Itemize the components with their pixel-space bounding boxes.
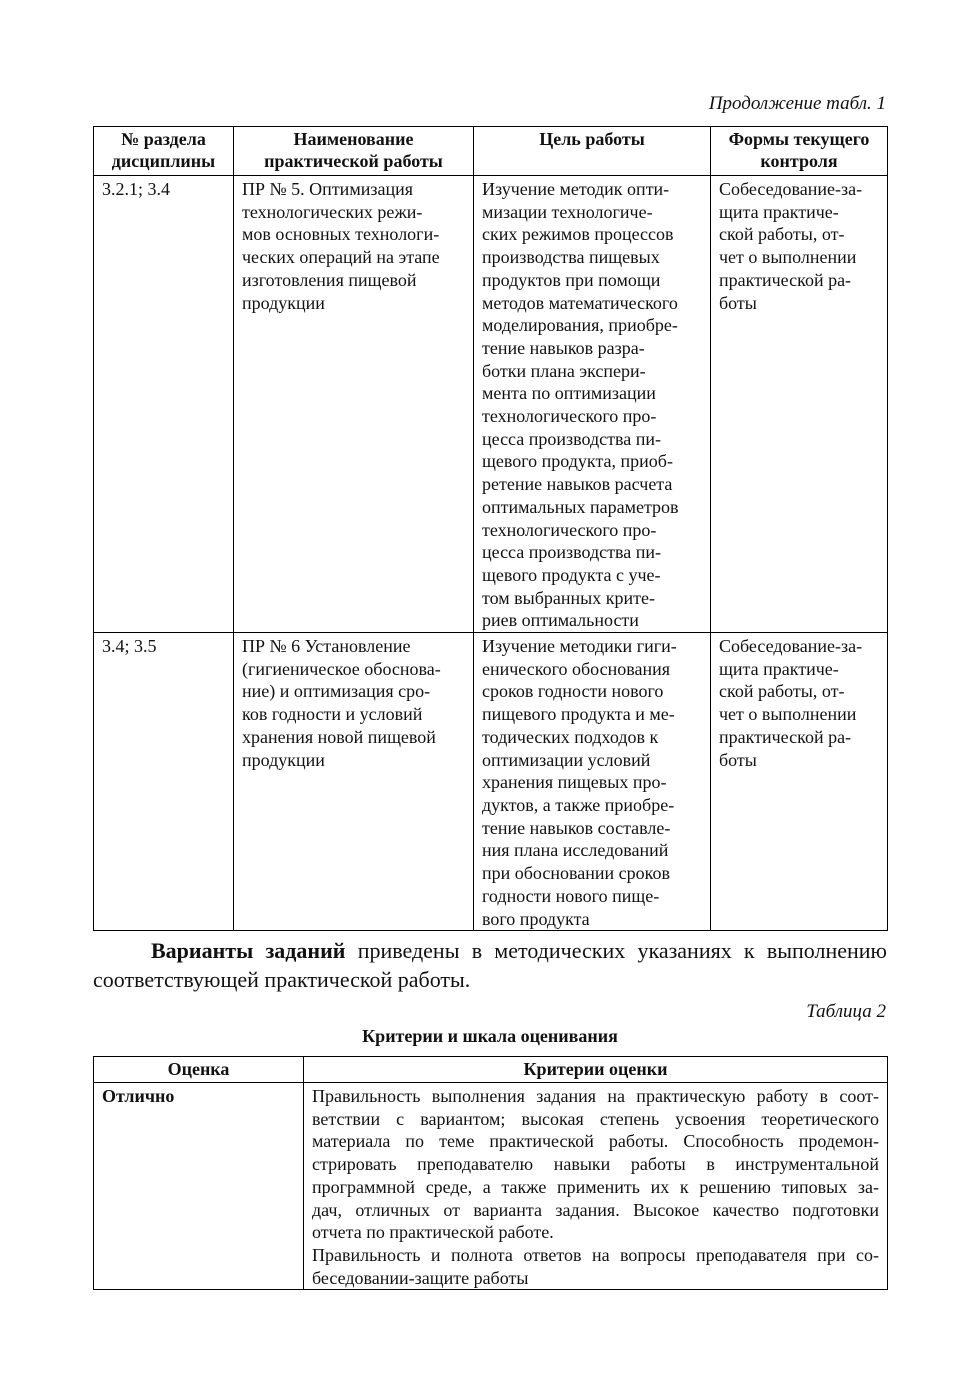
table1-header-name (234, 127, 474, 176)
cell-line: оптимизации условий (482, 749, 651, 770)
cell-line: ние) и оптимизация сро- (242, 681, 431, 702)
table1-header-control (711, 127, 888, 176)
cell-line: беседовании-защите работы (312, 1267, 529, 1288)
header-line: № раздела (121, 129, 206, 149)
cell-line: боты (719, 749, 757, 770)
cell-line: технологических режи- (242, 201, 423, 222)
header-line: Цель работы (539, 129, 645, 149)
cell-line: технологического про- (482, 406, 657, 427)
cell-line: Изучение методики гиги- (482, 636, 677, 657)
table2 (93, 1056, 888, 1290)
cell-line: технологического про- (482, 519, 657, 540)
cell-line: (гигиеническое обоснова- (242, 658, 441, 679)
cell-line: хранения пищевых про- (482, 772, 667, 793)
cell-line: цесса производства пи- (482, 428, 662, 449)
cell-line: программной среде, а также применить их к решению типовых за- (312, 1176, 879, 1197)
name-cell (234, 176, 474, 633)
cell-line: щита практиче- (719, 201, 839, 222)
header-line: Формы текущего (728, 129, 870, 149)
table2-row (94, 1083, 888, 1290)
cell-line: дуктов, а также приобре- (482, 794, 675, 815)
cell-line: оптимальных параметров (482, 496, 679, 517)
cell-line: отчета по практической работе. (312, 1222, 554, 1243)
cell-line: ботки плана экспери- (482, 360, 646, 381)
variants-paragraph (93, 936, 887, 994)
table2-header-grade: Оценка (94, 1057, 304, 1083)
cell-line: ских режимов процессов (482, 224, 674, 245)
table1-header-section (94, 127, 234, 176)
cell-line: материала по теме практической работы. Способность продемон- (312, 1131, 879, 1152)
table2-title: Критерии и шкала оценивания (362, 1026, 618, 1046)
cell-line: том выбранных крите- (482, 587, 656, 608)
cell-line: вого продукта (482, 908, 590, 929)
cell-line: ПР № 5. Оптимизация (242, 179, 413, 199)
cell-line: ков годности и условий (242, 704, 423, 725)
cell-line: тение навыков разра- (482, 337, 645, 358)
control-cell (711, 633, 888, 931)
table1-header-goal (474, 127, 711, 176)
section-cell: 3.4; 3.5 (94, 633, 234, 931)
cell-line: цесса производства пи- (482, 542, 662, 563)
table1-header-row (94, 127, 888, 176)
cell-line: пищевого продукта и ме- (482, 704, 675, 725)
cell-line: годности нового пище- (482, 885, 660, 906)
table1 (93, 126, 888, 931)
cell-line: продуктов при помощи (482, 269, 661, 290)
grade-cell: Отлично (94, 1083, 304, 1290)
table2-header-criteria: Критерии оценки (304, 1057, 888, 1083)
cell-line: методов математического (482, 292, 678, 313)
cell-line: при обосновании сроков (482, 863, 670, 884)
cell-line: Правильность и полнота ответов на вопросы преподавателя при со- (312, 1244, 879, 1265)
cell-line: ветствии с вариантом; высокая степень усвоения теоретического (312, 1108, 879, 1129)
cell-line: Собеседование-за- (719, 636, 863, 657)
cell-line: практической ра- (719, 269, 852, 290)
cell-line: мов основных технологи- (242, 224, 440, 245)
header-line: контроля (760, 151, 838, 171)
cell-line: ния плана исследований (482, 840, 669, 861)
cell-line: Собеседование-за- (719, 179, 863, 199)
table1-continuation-label: Продолжение табл. 1 (708, 93, 886, 114)
cell-line: продукции (242, 292, 325, 313)
header-line: дисциплины (111, 151, 216, 171)
cell-line: мента по оптимизации (482, 383, 656, 404)
table2-label: Таблица 2 (806, 1001, 886, 1022)
cell-line: хранения новой пищевой (242, 726, 436, 747)
cell-line: ретение навыков расчета (482, 474, 673, 495)
cell-line: щевого продукта, приоб- (482, 451, 673, 472)
cell-line: мизации технологиче- (482, 201, 653, 222)
goal-cell (474, 176, 711, 633)
cell-line: Правильность выполнения задания на практическую работу в соот- (312, 1086, 879, 1106)
control-cell (711, 176, 888, 633)
paragraph-line-2: соответствующей практической работы. (93, 967, 471, 992)
goal-cell (474, 633, 711, 931)
cell-line: боты (719, 292, 757, 313)
cell-line: изготовления пищевой (242, 269, 417, 290)
cell-line: щевого продукта с уче- (482, 564, 661, 585)
cell-line: тение навыков составле- (482, 817, 671, 838)
cell-line: риев оптимальности (482, 610, 639, 631)
cell-line: ПР № 6 Установление (242, 636, 411, 657)
paragraph-line-1 (93, 936, 887, 965)
cell-line: производства пищевых (482, 247, 660, 268)
table1-row (94, 633, 888, 931)
cell-line: дач, отличных от варианта задания. Высокое качество подготовки (312, 1199, 879, 1220)
cell-line: Изучение методик опти- (482, 179, 670, 199)
cell-line: практической ра- (719, 726, 852, 747)
cell-line: ческих операций на этапе (242, 247, 440, 268)
cell-line: стрировать преподавателю навыки работы в инструментальной (312, 1154, 879, 1175)
cell-line: сроков годности нового (482, 681, 664, 702)
cell-line: чет о выполнении (719, 247, 857, 268)
criteria-cell (304, 1083, 888, 1290)
cell-line: моделирования, приобре- (482, 315, 678, 336)
cell-line: ской работы, от- (719, 224, 845, 245)
paragraph-bold: Варианты заданий (151, 938, 346, 963)
header-line: практической работы (264, 151, 443, 171)
cell-line: щита практиче- (719, 658, 839, 679)
cell-line: тодических подходов к (482, 726, 659, 747)
name-cell (234, 633, 474, 931)
paragraph-rest: приведены в методических указаниях к выполнению (345, 938, 887, 963)
header-line: Наименование (293, 129, 414, 149)
cell-line: продукции (242, 749, 325, 770)
cell-line: чет о выполнении (719, 704, 857, 725)
cell-line: ской работы, от- (719, 681, 845, 702)
table1-row (94, 176, 888, 633)
section-cell: 3.2.1; 3.4 (94, 176, 234, 633)
table2-header-row (94, 1057, 888, 1083)
cell-line: енического обоснования (482, 658, 671, 679)
